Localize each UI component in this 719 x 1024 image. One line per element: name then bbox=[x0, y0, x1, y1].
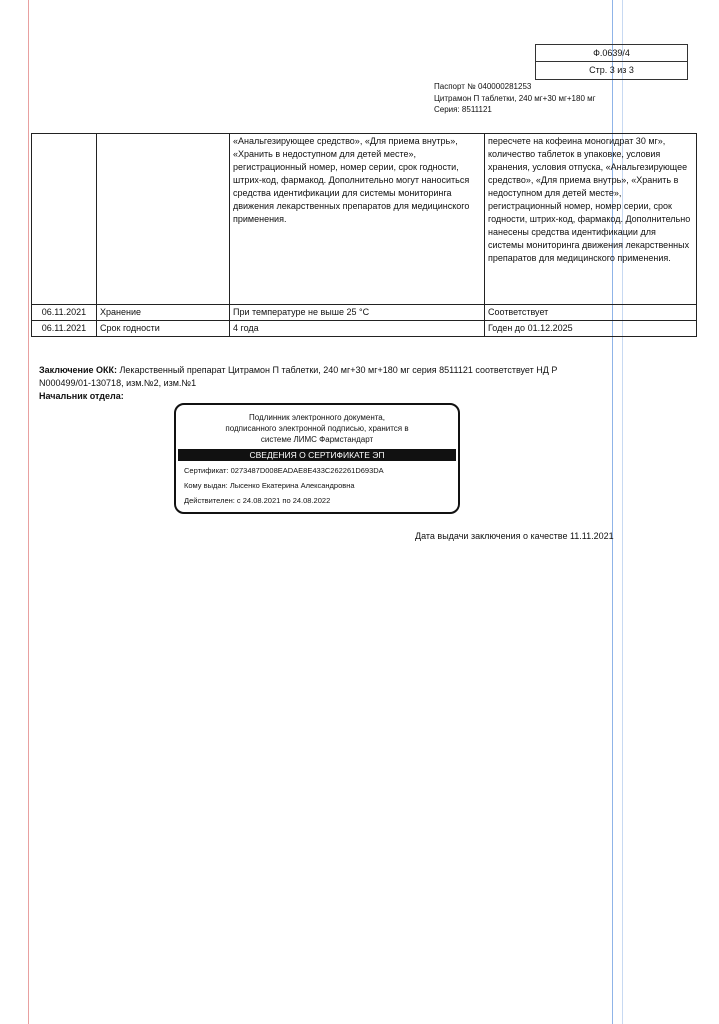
form-code-box bbox=[535, 44, 688, 80]
table-row bbox=[32, 321, 697, 337]
product-name: Цитрамон П таблетки, 240 мг+30 мг+180 мг bbox=[434, 93, 596, 103]
issue-date: Дата выдачи заключения о качестве 11.11.2021 bbox=[415, 531, 614, 541]
stamp-validity: Действителен: с 24.08.2021 по 24.08.2022 bbox=[184, 496, 331, 505]
cell-date: 06.11.2021 bbox=[32, 321, 97, 337]
conclusion bbox=[39, 364, 559, 390]
cell-date: 06.11.2021 bbox=[32, 305, 97, 321]
cell-result: Соответствует bbox=[485, 305, 697, 321]
stamp-certificate-header: СВЕДЕНИЯ О СЕРТИФИКАТЕ ЭП bbox=[178, 449, 456, 461]
form-code: Ф.0639/4 bbox=[536, 45, 687, 62]
scan-artifact-line bbox=[28, 0, 29, 1024]
passport-header bbox=[434, 81, 596, 116]
conclusion-text: Лекарственный препарат Цитрамон П таблетки, 240 мг+30 мг+180 мг серия 8511121 соответствует НД Р N000499/01-130718, изм.№2, изм.№1 bbox=[39, 365, 558, 388]
test-results-table bbox=[31, 133, 697, 337]
electronic-signature-stamp bbox=[174, 403, 460, 514]
stamp-certificate-id: Сертификат: 0273487D008EADAE8E433C262261D693DA bbox=[184, 466, 384, 475]
cell-requirement: При температуре не выше 25 °С bbox=[230, 305, 485, 321]
stamp-line: Подлинник электронного документа, bbox=[249, 413, 385, 422]
cell-result: пересчете на кофеина моногидрат 30 мг», количество таблеток в упаковке, условия хранения, условия отпуска, «Анальгезирующее средство», «Для приема внутрь», «Хранить в недоступном для детей месте», регистрационный номер, номер серии, срок годности, штрих-код, фармакод. Дополнительно нанесены средства идентификации для системы мониторинга движения лекарственных препаратов для медицинского применения. bbox=[485, 134, 697, 305]
conclusion-label: Заключение ОКК: bbox=[39, 365, 118, 375]
cell-requirement: «Анальгезирующее средство», «Для приема внутрь», «Хранить в недоступном для детей месте», регистрационный номер, номер серии, срок годности, штрих-код, фармакод. Дополнительно могут наноситься средства идентификации для системы мониторинга движения лекарственных препаратов для медицинского применения. bbox=[230, 134, 485, 305]
stamp-issued-to: Кому выдан: Лысенко Екатерина Александровна bbox=[184, 481, 355, 490]
cell-test-name: Срок годности bbox=[97, 321, 230, 337]
cell-requirement: 4 года bbox=[230, 321, 485, 337]
table-row bbox=[32, 134, 697, 305]
cell-result: Годен до 01.12.2025 bbox=[485, 321, 697, 337]
passport-number: Паспорт № 040000281253 bbox=[434, 82, 532, 91]
table-row bbox=[32, 305, 697, 321]
stamp-line: подписанного электронной подписью, хранится в bbox=[225, 424, 409, 433]
head-of-department-label: Начальник отдела: bbox=[39, 391, 124, 401]
cell-test-name bbox=[97, 134, 230, 305]
cell-date bbox=[32, 134, 97, 305]
stamp-line: системе ЛИМС Фармстандарт bbox=[260, 435, 374, 444]
batch-number: Серия: 8511121 bbox=[434, 105, 492, 114]
cell-test-name: Хранение bbox=[97, 305, 230, 321]
page-number: Стр. 3 из 3 bbox=[589, 65, 634, 75]
